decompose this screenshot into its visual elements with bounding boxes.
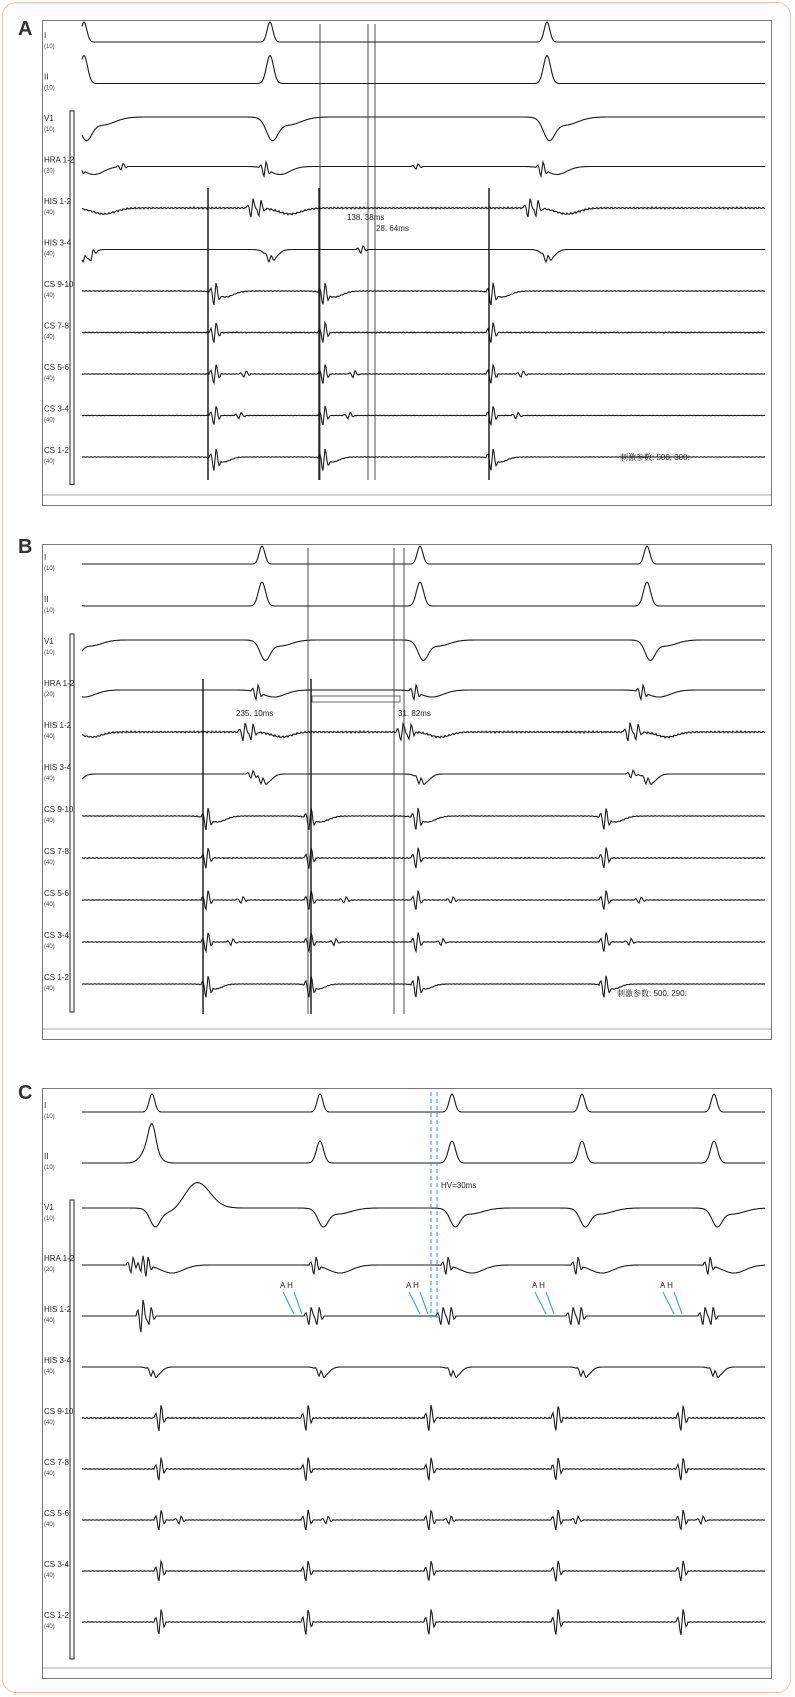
channel-gain: (40): [44, 1522, 55, 1528]
trace-line: [82, 117, 765, 141]
his-arrow: [294, 1292, 302, 1314]
ah-label: A H: [406, 1281, 419, 1290]
trace-line: [82, 22, 765, 42]
trace-line: [82, 770, 765, 784]
trace-line: [82, 685, 765, 699]
channel-gain: (40): [44, 860, 55, 866]
channel-label: CS 3-4: [44, 1560, 69, 1569]
trace-line: [82, 199, 765, 218]
panel-border: [43, 545, 772, 1040]
trace-line: [82, 1458, 765, 1481]
his-arrow: [674, 1292, 682, 1314]
ah-label: A H: [532, 1281, 545, 1290]
channel-gain: (40): [44, 1420, 55, 1426]
trace-line: [82, 582, 765, 606]
trace-line: [82, 1256, 765, 1277]
trace-line: [82, 1367, 765, 1377]
channel-label: CS 9-10: [44, 280, 74, 289]
channel-gain: (40): [44, 210, 55, 216]
atrial-arrow: [409, 1292, 420, 1314]
channel-gain: (20): [44, 168, 55, 175]
channel-gain: (40): [44, 459, 55, 465]
panel-border: [43, 1089, 772, 1679]
channel-label: CS 9-10: [44, 805, 74, 814]
channel-label: V1: [44, 1203, 54, 1212]
hv-interval-label: HV=30ms: [441, 1181, 477, 1190]
channel-label: CS 7-8: [44, 321, 69, 331]
panel-b-tracing: [42, 544, 777, 1064]
channel-label: CS 1-2: [44, 446, 69, 455]
channel-label: HIS 1-2: [44, 1305, 72, 1314]
calibration-bar: [70, 634, 74, 1012]
channel-label: V1: [44, 637, 54, 646]
measurement-bracket: [312, 696, 400, 702]
trace-line: [82, 1510, 765, 1530]
panel-a-tracing: [42, 20, 777, 530]
channel-label: CS 9-10: [44, 1407, 74, 1416]
channel-label: HIS 3-4: [44, 763, 72, 772]
channel-label: CS 5-6: [44, 363, 69, 372]
channel-gain: (40): [44, 944, 55, 950]
channel-gain: (10): [44, 44, 55, 50]
channel-gain: (40): [44, 818, 55, 824]
trace-line: [82, 640, 765, 661]
channel-gain: (10): [44, 1165, 55, 1171]
measurement-label-1: 138. 38ms: [347, 213, 385, 222]
atrial-arrow: [535, 1292, 546, 1314]
atrial-arrow: [283, 1292, 294, 1314]
trace-line: [82, 162, 765, 176]
channel-gain: (40): [44, 1624, 55, 1630]
calibration-bar: [70, 111, 74, 485]
channel-gain: (40): [44, 334, 55, 341]
channel-label: HIS 1-2: [44, 197, 72, 206]
stimulation-parameters: 刺激参数: 500, 300:: [620, 453, 690, 462]
atrial-arrow: [663, 1292, 674, 1314]
measurement-label-2: 31. 82ms: [398, 709, 431, 718]
panel-b-letter: B: [18, 536, 33, 558]
channel-gain: (40): [44, 376, 55, 382]
trace-line: [82, 1405, 765, 1431]
measurement-label-2: 28. 64ms: [376, 224, 409, 233]
trace-line: [82, 365, 765, 384]
stimulation-parameters: 刺激参数: 500, 290:: [617, 989, 687, 998]
trace-line: [82, 1124, 765, 1163]
panel-c-tracing: [42, 1088, 777, 1688]
channel-gain: (40): [44, 417, 55, 424]
channel-gain: (40): [44, 734, 55, 740]
ah-label: A H: [660, 1281, 673, 1290]
his-arrow: [546, 1292, 554, 1314]
channel-gain: (20): [44, 692, 55, 698]
channel-gain: (40): [44, 1318, 55, 1324]
channel-label: CS 7-8: [44, 847, 69, 856]
channel-gain: (10): [44, 1114, 55, 1120]
trace-line: [82, 808, 765, 830]
channel-label: HRA 1-2: [44, 1254, 75, 1263]
measurement-label-1: 235. 10ms: [236, 709, 274, 718]
trace-line: [82, 246, 765, 262]
channel-label: II: [44, 595, 49, 604]
channel-label: II: [44, 1152, 49, 1161]
channel-gain: (10): [44, 127, 55, 133]
channel-gain: (40): [44, 986, 55, 992]
his-arrow: [420, 1292, 428, 1314]
calibration-bar: [70, 1200, 74, 1659]
ah-label: A H: [280, 1281, 293, 1290]
channel-gain: (10): [44, 1216, 55, 1222]
channel-label: CS 1-2: [44, 973, 69, 982]
trace-line: [82, 723, 765, 742]
panel-c-letter: C: [18, 1082, 33, 1104]
channel-gain: (40): [44, 1369, 55, 1375]
channel-label: CS 3-4: [44, 931, 69, 940]
channel-gain: (40): [44, 776, 55, 782]
channel-label: V1: [44, 114, 54, 123]
trace-line: [82, 283, 765, 305]
channel-gain: (10): [44, 650, 55, 656]
panel-border: [43, 21, 772, 506]
channel-label: II: [44, 72, 49, 82]
panel-a-letter: A: [18, 18, 33, 40]
channel-label: I: [44, 553, 47, 562]
trace-line: [82, 323, 765, 343]
channel-gain: (40): [44, 293, 55, 299]
channel-gain: (10): [44, 85, 55, 92]
channel-label: CS 7-8: [44, 1458, 69, 1467]
channel-label: CS 5-6: [44, 1509, 69, 1518]
channel-label: HRA 1-2: [44, 679, 75, 688]
channel-label: CS 3-4: [44, 404, 69, 414]
trace-line: [82, 933, 765, 952]
trace-line: [82, 1300, 765, 1332]
trace-line: [82, 406, 765, 425]
channel-gain: (40): [44, 1573, 55, 1579]
trace-line: [82, 1561, 765, 1581]
channel-gain: (20): [44, 1267, 55, 1273]
channel-label: I: [44, 31, 47, 40]
channel-label: CS 5-6: [44, 889, 69, 898]
channel-label: I: [44, 1101, 47, 1110]
channel-label: HIS 1-2: [44, 721, 72, 730]
trace-line: [82, 1183, 765, 1227]
trace-line: [82, 1094, 765, 1112]
trace-line: [82, 56, 765, 84]
trace-line: [82, 546, 765, 564]
channel-label: HIS 3-4: [44, 238, 72, 248]
trace-line: [82, 1609, 765, 1635]
channel-gain: (40): [44, 902, 55, 908]
channel-label: HIS 3-4: [44, 1356, 72, 1365]
trace-line: [82, 891, 765, 910]
channel-gain: (40): [44, 251, 55, 258]
channel-gain: (40): [44, 1471, 55, 1477]
channel-gain: (10): [44, 608, 55, 614]
trace-line: [82, 848, 765, 869]
channel-label: HRA 1-2: [44, 155, 75, 165]
channel-gain: (10): [44, 566, 55, 572]
channel-label: CS 1-2: [44, 1611, 69, 1620]
